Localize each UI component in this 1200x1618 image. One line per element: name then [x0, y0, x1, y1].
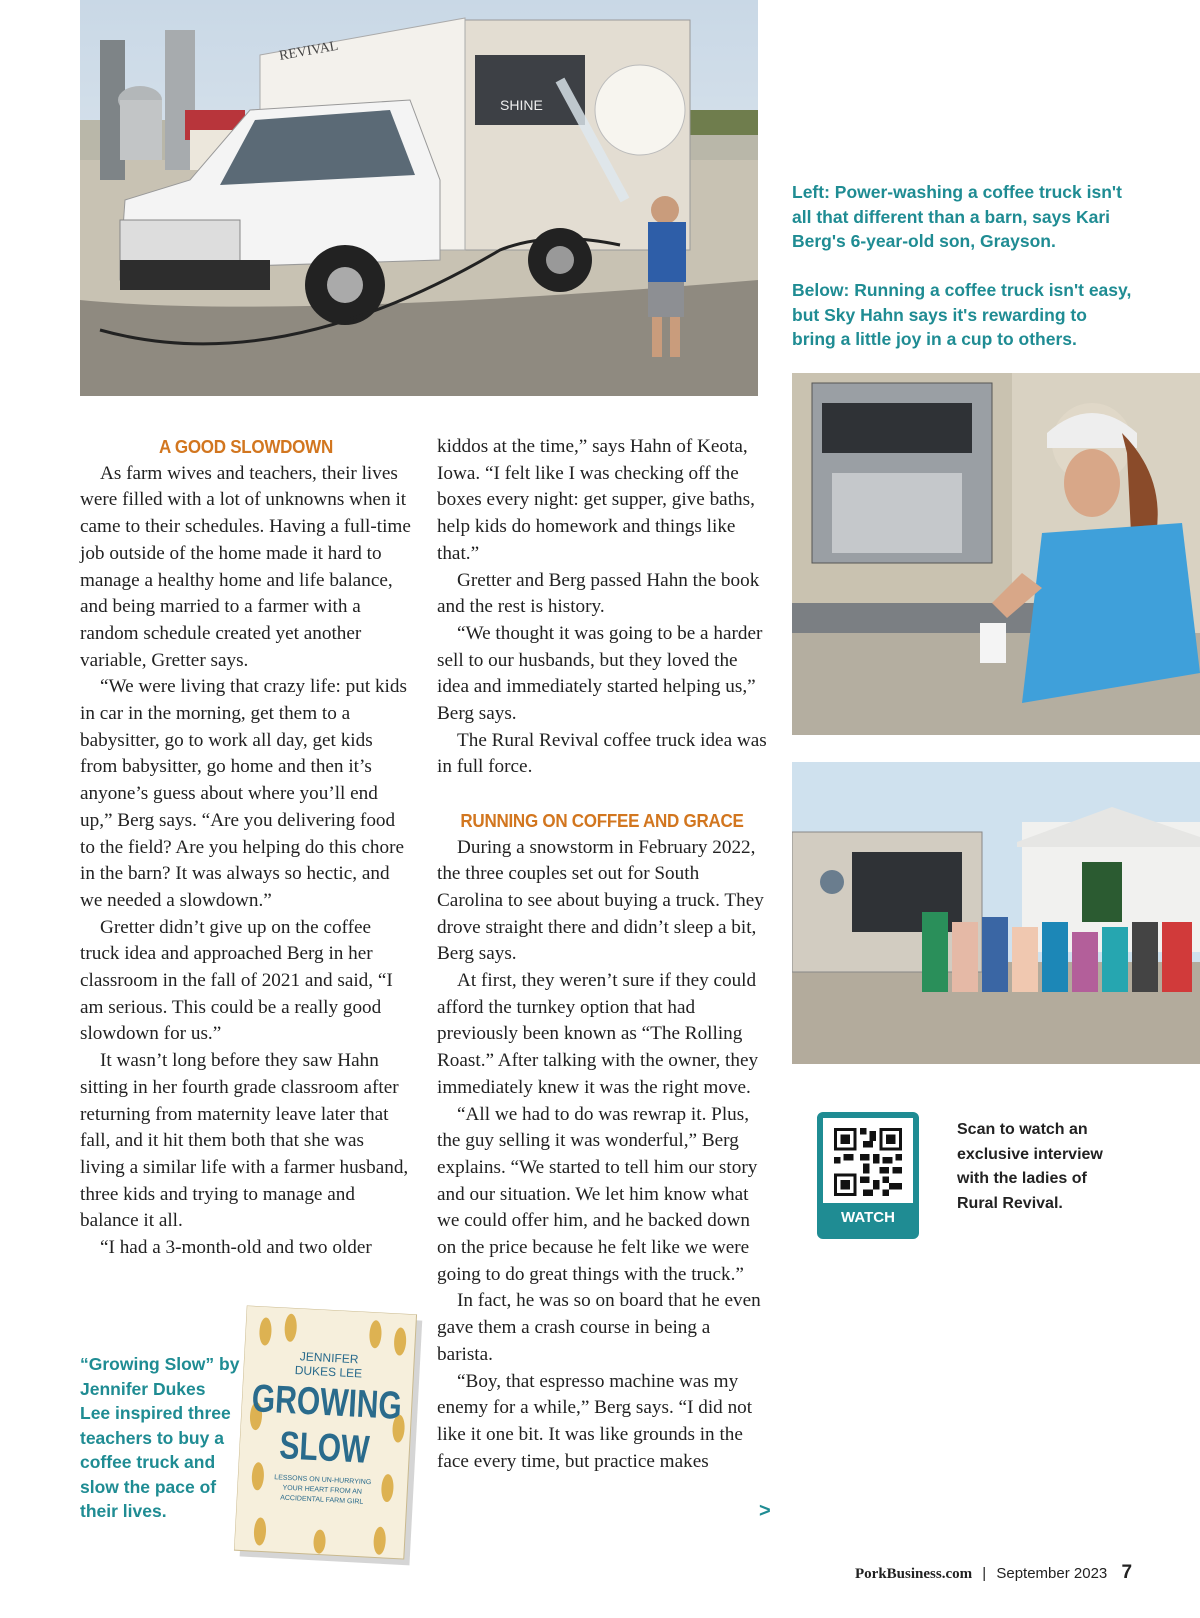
truck-sign-text: SHINE [500, 97, 543, 113]
truck-washing-photo [80, 0, 758, 396]
coffee-line-photo [792, 762, 1200, 1064]
col2-paragraph: During a snowstorm in February 2022, the three couples set out for South Carolina to see about buying a truck. They drove straight there and didn’t sleep a bit, Berg says. [437, 836, 764, 965]
photo-caption-left [792, 180, 1132, 352]
book-author-line1: JENNIFER [299, 1349, 359, 1367]
heading-running-on-coffee: RUNNING ON COFFEE AND GRACE [460, 809, 744, 831]
caption-below-text: Below: Running a coffee truck isn't easy, but Sky Hahn says it's rewarding to bring a little joy in a cup to others. [792, 280, 1132, 349]
page-footer [855, 1562, 1155, 1584]
article-column-2 [437, 434, 767, 1475]
col1-paragraph: “I had a 3-month-old and two older [100, 1237, 372, 1259]
col2-paragraph: At first, they weren’t sure if they could afford the turnkey option that had previously been known as “The Rolling Roast.” After talking with the owner, they immediately knew it was the right move. [437, 970, 759, 1098]
growing-slow-book-cover [233, 1305, 426, 1569]
book-subtitle-line1: LESSONS ON UN-HURRYING [274, 1474, 372, 1487]
page-number: 7 [1121, 1562, 1133, 1583]
heading-a-good-slowdown: A GOOD SLOWDOWN [159, 436, 333, 457]
footer-date: September 2023 [996, 1565, 1108, 1582]
book-author-line2: DUKES LEE [294, 1363, 363, 1381]
col1-paragraph: As farm wives and teachers, their lives were filled with a lot of unknowns when it came to their schedules. Having a full-time job outside of the home made it hard to manage a healthy home and life balance, and being married to a farmer with a random schedule created yet another variable, Gretter says. [80, 462, 411, 671]
article-column-1 [80, 434, 412, 1262]
footer-site: PorkBusiness.com [855, 1566, 973, 1582]
col2-paragraph: Gretter and Berg passed Hahn the book and the rest is history. [437, 569, 760, 618]
col1-paragraph: It wasn’t long before they saw Hahn sitting in her fourth grade classroom after returning from maternity leave later that fall, and it hit them both that she was living a similar life with a farmer husband, three kids and trying to manage and balance it all. [80, 1050, 409, 1232]
watch-video-label: WATCH VIDEO [823, 1203, 913, 1233]
truck-brand-text: REVIVAL [278, 38, 340, 64]
scan-instructions: Scan to watch an exclusive interview with the ladies of Rural Revival. [957, 1121, 1103, 1212]
col1-paragraph: “We were living that crazy life: put kids in car in the morning, get them to a babysitter, go to work all day, get kids from babysitter, go home and then it’s anyone’s guess about where you’ll end up,” Berg says. “Are you delivering food to the field? Are you helping do this chore in the barn? It was always so hectic, and we needed a slowdown.” [80, 676, 407, 911]
book-subtitle-line3: ACCIDENTAL FARM GIRL [279, 1494, 364, 1506]
book-title-line2: SLOW [278, 1424, 371, 1472]
barista-photo [792, 373, 1200, 735]
book-caption-text: “Growing Slow” by Jennifer Dukes Lee inspired three teachers to buy a coffee truck and slow the pace of their lives. [80, 1354, 240, 1521]
col2-paragraph: The Rural Revival coffee truck idea was in full force. [437, 729, 767, 778]
watch-video-qr[interactable] [817, 1112, 919, 1256]
continue-arrow: > [759, 1500, 771, 1522]
qr-code-icon [834, 1128, 902, 1196]
col2-paragraph: “We thought it was going to be a harder sell to our husbands, but they loved the idea and immediately started helping us,” Berg says. [437, 622, 763, 725]
book-subtitle-line2: YOUR HEART FROM AN [282, 1484, 363, 1496]
caption-left-text: Left: Power-washing a coffee truck isn't all that different than a barn, says Kari Berg's 6-year-old son, Grayson. [792, 182, 1122, 251]
footer-separator: | [982, 1565, 987, 1582]
book-title-line1: GROWING [250, 1377, 403, 1428]
col2-paragraph: “All we had to do was rewrap it. Plus, the guy selling it was wonderful,” Berg explains. “We started to tell him our story and our situation. We let him know what we could offer him, and he backed down on the price because he felt like we were going to do great things with the truck.” [437, 1103, 758, 1285]
col2-paragraph: kiddos at the time,” says Hahn of Keota, Iowa. “I felt like I was checking off the boxes every night: get supper, give baths, help kids do homework and things like that.” [437, 436, 755, 564]
col2-paragraph: In fact, he was so on board that he even gave them a crash course in being a barista. [437, 1290, 761, 1365]
book-caption [80, 1352, 240, 1524]
col2-paragraph: “Boy, that espresso machine was my enemy for a while,” Berg says. “I did not like it one bit. It was like grounds in the face every time, but practice makes [437, 1370, 753, 1472]
col1-paragraph: Gretter didn’t give up on the coffee truck idea and approached Berg in her classroom in the fall of 2021 and said, “I am serious. This could be a really good slowdown for us.” [80, 916, 393, 1045]
